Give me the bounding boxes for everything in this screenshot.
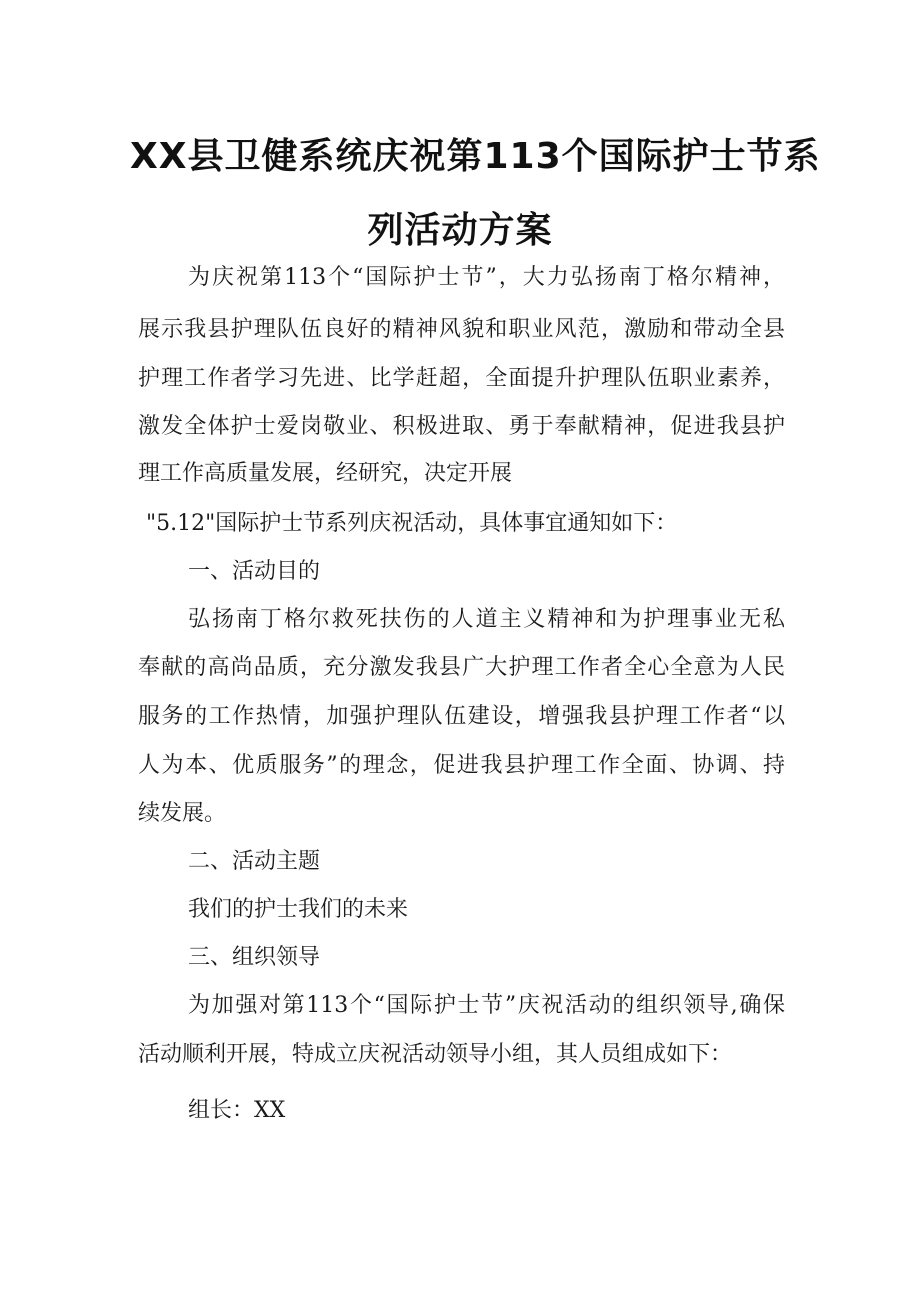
intro-line-4: 激发全体护士爱岗敬业、积极进取、勇于奉献精神，促进我县护 xyxy=(138,414,785,439)
intro-line-2: 展示我县护理队伍良好的精神风貌和职业风范，激励和带动全县 xyxy=(138,317,785,342)
section-1-line-3: 服务的工作热情，加强护理队伍建设，增强我县护理工作者“以 xyxy=(138,704,785,729)
section-1-line-1: 弘扬南丁格尔救死扶伤的人道主义精神和为护理事业无私 xyxy=(188,607,785,632)
section-2-heading: 二、活动主题 xyxy=(188,849,321,874)
group-leader: 组长：XX xyxy=(188,1098,286,1123)
section-3-line-2: 活动顺利开展，特成立庆祝活动领导小组，其人员组成如下： xyxy=(138,1042,733,1067)
document-title-line-2: 列活动方案 xyxy=(367,210,553,251)
intro-line-3: 护理工作者学习先进、比学赶超，全面提升护理队伍职业素养， xyxy=(138,366,785,391)
section-1-line-2: 奉献的高尚品质，充分激发我县广大护理工作者全心全意为人民 xyxy=(138,655,785,680)
intro-line-6: "5.12"国际护士节系列庆祝活动，具体事宜通知如下： xyxy=(146,511,678,536)
intro-line-1: 为庆祝第113个“国际护士节”，大力弘扬南丁格尔精神， xyxy=(188,265,785,290)
section-3-line-1: 为加强对第113个“国际护士节”庆祝活动的组织领导,确保 xyxy=(188,993,785,1018)
section-2-body: 我们的护士我们的未来 xyxy=(188,897,409,922)
document-title-line-1: XX县卫健系统庆祝第113个国际护士节系 xyxy=(130,136,821,177)
section-1-line-4: 人为本、优质服务”的理念，促进我县护理工作全面、协调、持 xyxy=(138,753,785,778)
section-1-line-5: 续发展。 xyxy=(138,801,227,826)
section-3-heading: 三、组织领导 xyxy=(188,945,321,970)
intro-line-5: 理工作高质量发展，经研究，决定开展 xyxy=(138,461,513,486)
section-1-heading: 一、活动目的 xyxy=(188,559,321,584)
